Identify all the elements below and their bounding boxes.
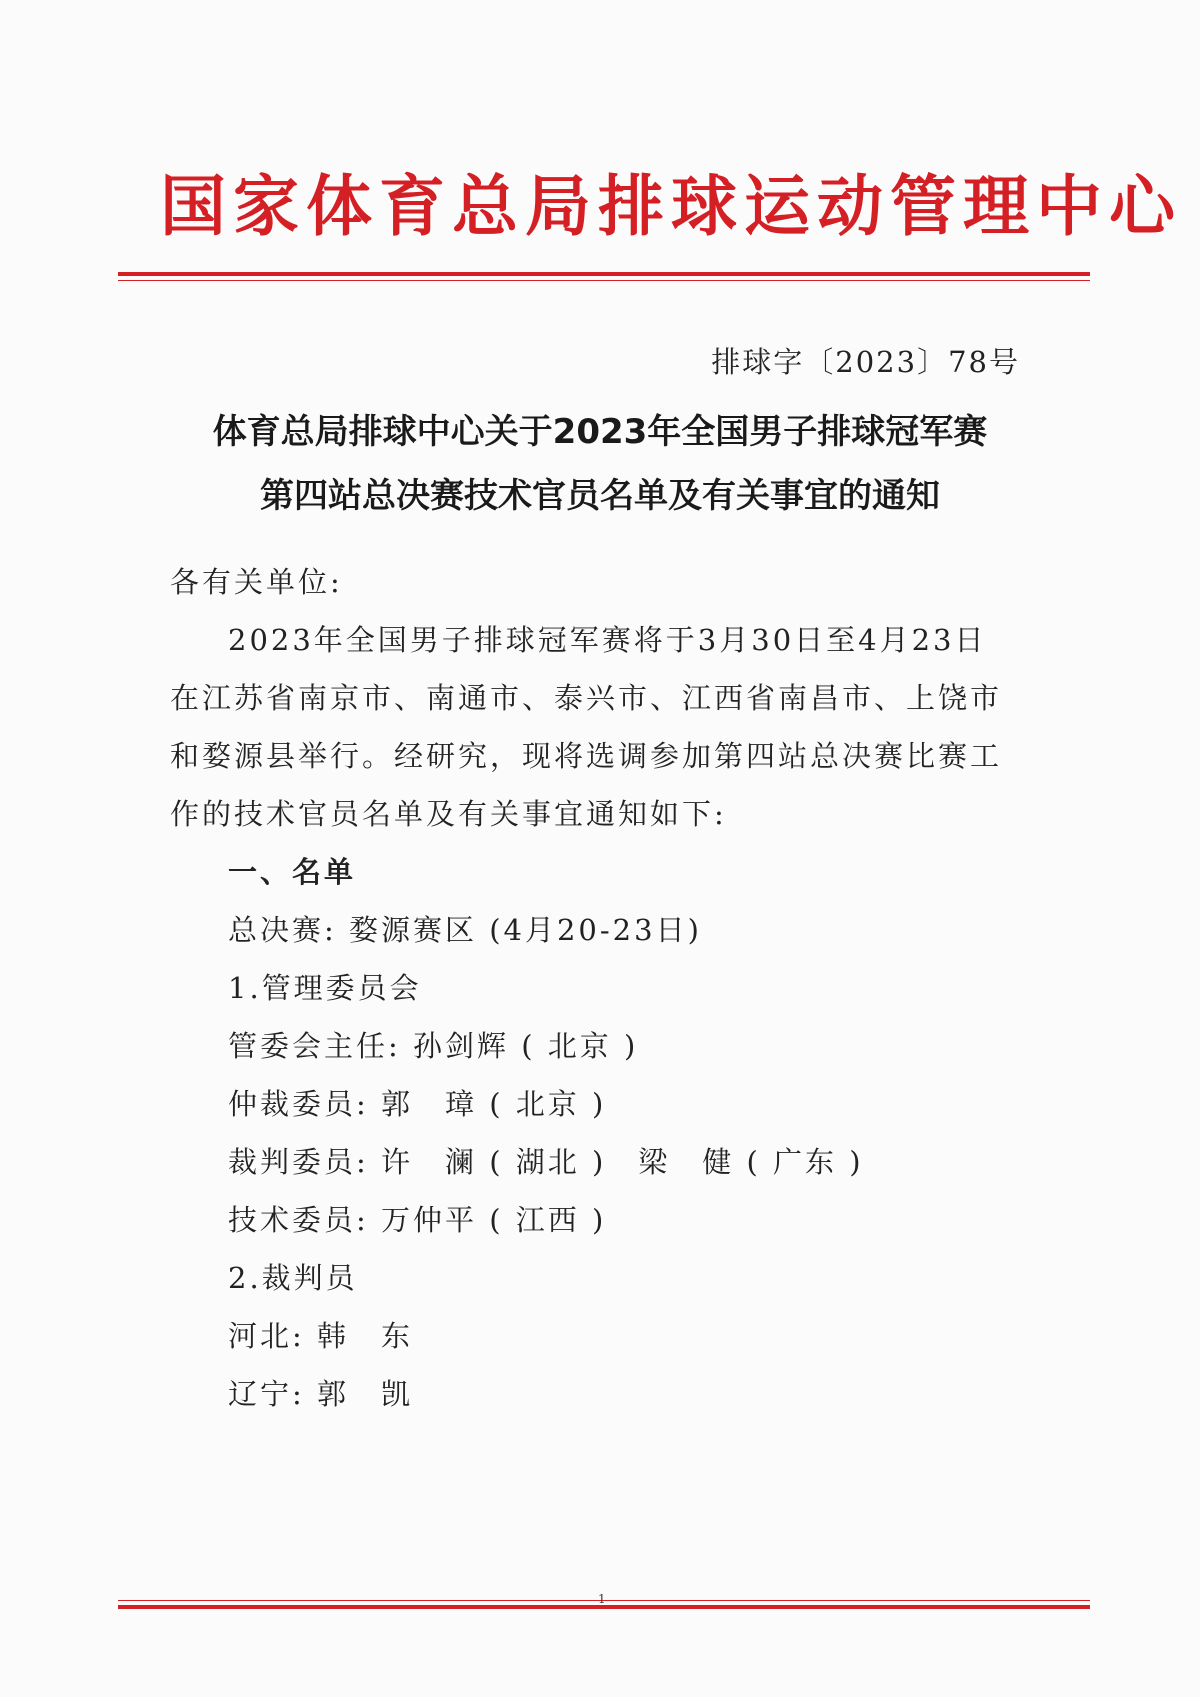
referees-heading: 2.裁判员 [228,1261,358,1295]
document-number: 排球字〔2023〕78号 [711,345,1020,379]
management-committee-heading: 1.管理委员会 [228,971,422,1005]
paragraph-line: 2023年全国男子排球冠军赛将于3月30日至4月23日 [228,623,987,657]
finals-venue-line: 总决赛: 婺源赛区 (4月20-23日) [228,913,702,947]
page-number: 1 [598,1592,606,1606]
salutation: 各有关单位: [170,565,343,599]
referee-line: 河北: 韩 东 [228,1319,413,1353]
header-divider-thick [118,272,1090,276]
header-divider-thin [118,280,1090,281]
document-title-line-2: 第四站总决赛技术官员名单及有关事宜的通知 [260,476,940,516]
organization-header: 国家体育总局排球运动管理中心 [160,168,1182,245]
paragraph-line: 作的技术官员名单及有关事宜通知如下: [170,797,727,831]
management-member-line: 裁判委员: 许 澜 ( 湖北 ) 梁 健 ( 广东 ) [228,1145,864,1179]
paragraph-line: 和婺源县举行。经研究，现将选调参加第四站总决赛比赛工 [170,739,1003,773]
paragraph-line: 在江苏省南京市、南通市、泰兴市、江西省南昌市、上饶市 [170,681,1003,715]
document-title-line-1: 体育总局排球中心关于2023年全国男子排球冠军赛 [212,412,988,452]
section-heading-list: 一、名单 [228,855,357,889]
management-member-line: 管委会主任: 孙剑辉 ( 北京 ) [228,1029,639,1063]
management-member-line: 仲裁委员: 郭 璋 ( 北京 ) [228,1087,607,1121]
management-member-line: 技术委员: 万仲平 ( 江西 ) [228,1203,607,1237]
referee-line: 辽宁: 郭 凯 [228,1377,413,1411]
